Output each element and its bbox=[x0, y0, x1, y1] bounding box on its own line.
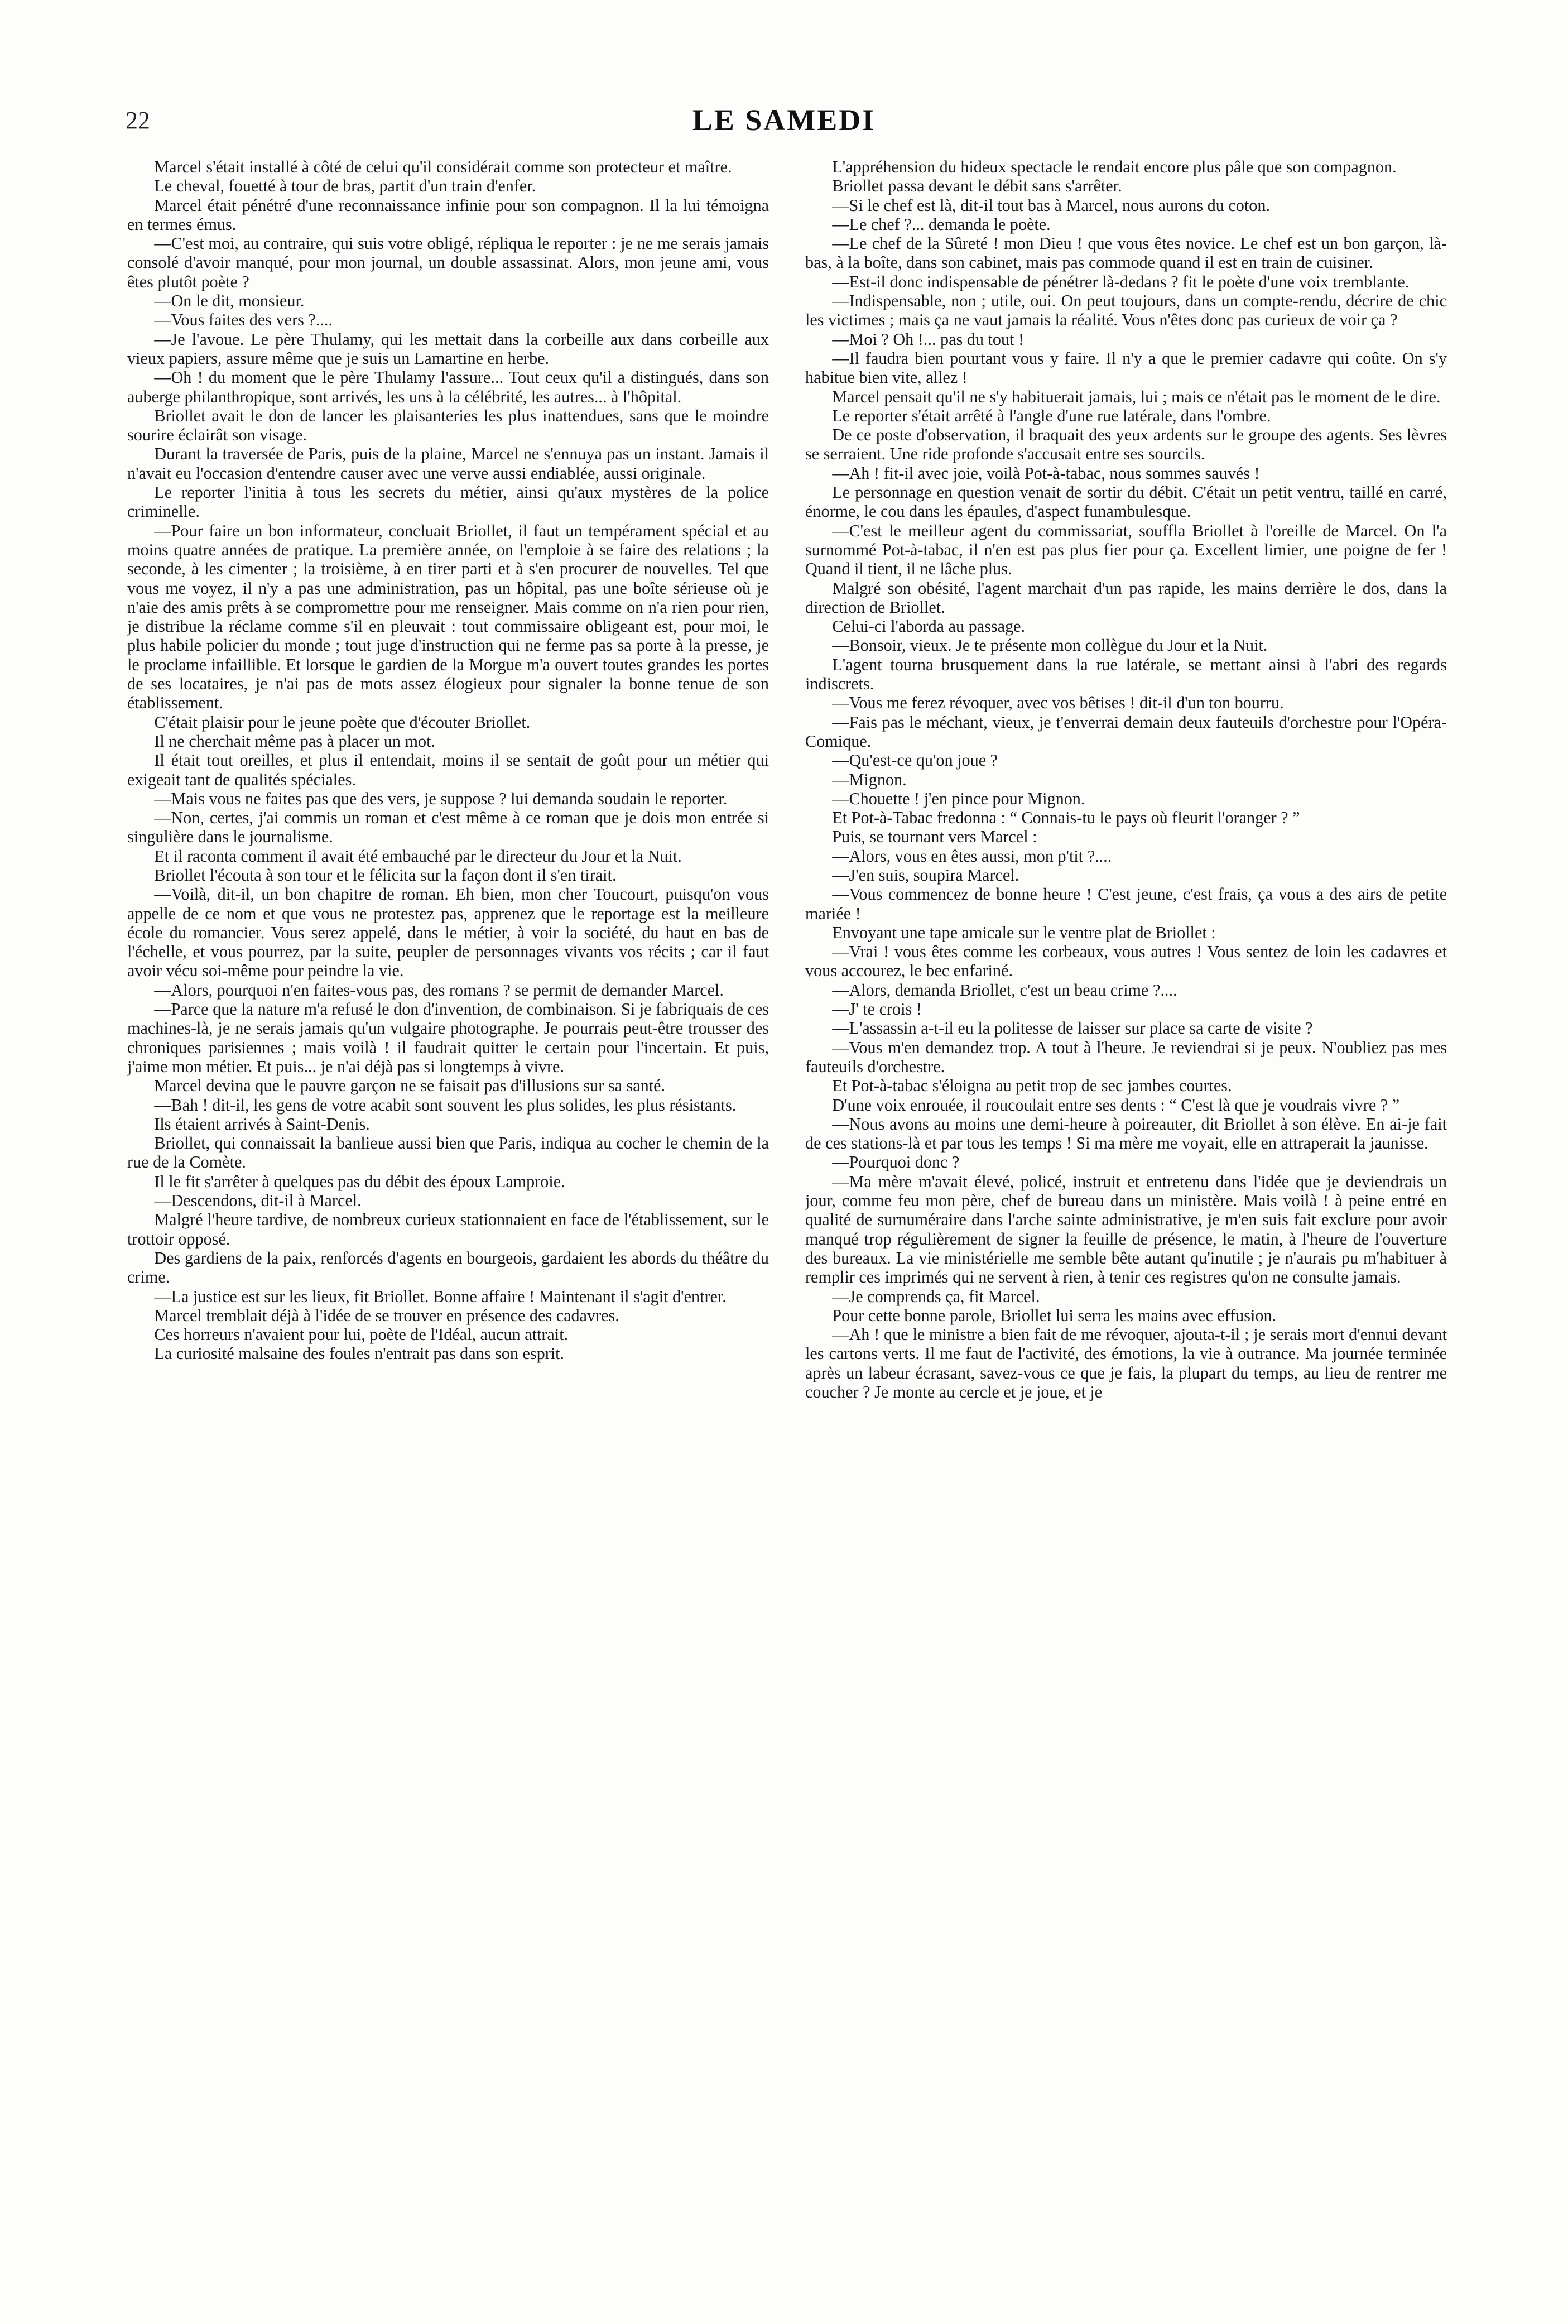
paragraph: Briollet passa devant le débit sans s'arrêter. bbox=[832, 176, 1122, 196]
page-number: 22 bbox=[126, 107, 150, 134]
paragraph: —Vous me ferez révoquer, avec vos bêtises ! dit-il d'un ton bourru. bbox=[832, 693, 1284, 713]
paragraph: —Fais pas le méchant, vieux, je t'enverrai demain deux fauteuils d'orchestre pour l'Opéra-Comique. bbox=[805, 712, 1447, 751]
paragraph: Durant la traversée de Paris, puis de la plaine, Marcel ne s'ennuya pas un instant. Jamais il n'avait eu l'occasion d'entendre causer avec une verve aussi endiablée, aussi originale. bbox=[127, 444, 769, 483]
paragraph: —Il faudra bien pourtant vous y faire. Il n'y a que le premier cadavre qui coûte. On s'y habitue bien vite, allez ! bbox=[805, 348, 1447, 387]
paragraph: —Nous avons au moins une demi-heure à poireauter, dit Briollet à son élève. En ai-je fait de ces stations-là et par tous les temps ! Si ma mère me voyait, elle en attraperait la jaunisse. bbox=[805, 1114, 1447, 1153]
paragraph: Le cheval, fouetté à tour de bras, partit d'un train d'enfer. bbox=[154, 176, 536, 196]
paragraph: Malgré son obésité, l'agent marchait d'un pas rapide, les mains derrière le dos, dans la direction de Briollet. bbox=[805, 578, 1447, 617]
paragraph: Celui-ci l'aborda au passage. bbox=[832, 617, 1026, 636]
paragraph: —Mignon. bbox=[832, 770, 907, 789]
paragraph: —Pour faire un bon informateur, concluait Briollet, il faut un tempérament spécial et au moins quatre années de pratique. La première année, on l'emploie à se faire des relations ; la seconde, à les cimenter ; la troisième, à en tirer parti et à s'en procurer de nouvelles. Tel que vous me voyez, il n'y a pas une administration, pas un hôpital, pas une boîte sérieuse où je n'aie des amis prêts à se compromettre pour me renseigner. Mais comme on n'a rien pour rien, je distribue la réclame comme s'il en pleuvait : tout commissaire obligeant est, pour moi, le plus habile policier du monde ; tout juge d'instruction qui ne ferme pas sa porte à la presse, je le proclame infaillible. Et lorsque le gardien de la Morgue m'a ouvert toutes grandes les portes de ses locataires, je n'ai pas de mots assez élogieux pour signaler la bonne tenue de son établissement. bbox=[127, 521, 769, 713]
paragraph: Le reporter s'était arrêté à l'angle d'une rue latérale, dans l'ombre. bbox=[832, 406, 1271, 425]
paragraph: —C'est moi, au contraire, qui suis votre obligé, répliqua le reporter : je ne me serais jamais consolé d'avoir manqué, pour mon journal, un double assassinat. Alors, mon jeune ami, vous êtes plutôt poète ? bbox=[127, 234, 769, 291]
paragraph: —Bonsoir, vieux. Je te présente mon collègue du Jour et la Nuit. bbox=[832, 636, 1268, 655]
paragraph: Et Pot-à-Tabac fredonna : “ Connais-tu le pays où fleurit l'oranger ? ” bbox=[832, 808, 1300, 828]
paragraph: Il ne cherchait même pas à placer un mot. bbox=[154, 731, 436, 751]
paragraph: Briollet avait le don de lancer les plaisanteries les plus inattendues, sans que le moindre sourire éclairât son visage. bbox=[127, 406, 769, 445]
paragraph: —On le dit, monsieur. bbox=[154, 291, 305, 311]
paragraph: —Le chef ?... demanda le poète. bbox=[832, 214, 1051, 234]
page-header bbox=[126, 103, 1442, 151]
paragraph: —Le chef de la Sûreté ! mon Dieu ! que vous êtes novice. Le chef est un bon garçon, là-bas, à la boîte, dans son cabinet, mais pas commode quand il est en train de cuisiner. bbox=[805, 234, 1447, 272]
paragraph: —Chouette ! j'en pince pour Mignon. bbox=[832, 789, 1085, 808]
paragraph: Envoyant une tape amicale sur le ventre plat de Briollet : bbox=[832, 923, 1216, 942]
paragraph: —Je l'avoue. Le père Thulamy, qui les mettait dans la corbeille aux dans corbeille aux vieux papiers, assure même que je suis un Lamartine en herbe. bbox=[127, 329, 769, 368]
paragraph: —Ma mère m'avait élevé, policé, instruit et entretenu dans l'idée que je deviendrais un jour, comme feu mon père, chef de bureau dans un ministère. Mais voilà ! à peine entré en qualité de surnuméraire dans l'arche sainte administrative, je m'en suis fait exclure pour avoir manqué trop régulièrement de signer la feuille de présence, le matin, à l'heure de l'ouverture des bureaux. La vie ministérielle me semble bête autant qu'inutile ; je n'aurais pu m'habituer à remplir ces imprimés qui ne servent à rien, à tenir ces registres qu'on ne consulte jamais. bbox=[805, 1171, 1447, 1287]
paragraph: —Si le chef est là, dit-il tout bas à Marcel, nous aurons du coton. bbox=[832, 195, 1271, 215]
paragraph: —Vous faites des vers ?.... bbox=[154, 310, 333, 330]
right-column bbox=[805, 157, 1447, 2312]
paragraph: Marcel devina que le pauvre garçon ne se faisait pas d'illusions sur sa santé. bbox=[154, 1076, 666, 1096]
paragraph: Ces horreurs n'avaient pour lui, poète de l'Idéal, aucun attrait. bbox=[154, 1325, 569, 1345]
paragraph: —Bah ! dit-il, les gens de votre acabit sont souvent les plus solides, les plus résistants. bbox=[154, 1095, 737, 1115]
paragraph: Malgré l'heure tardive, de nombreux curieux stationnaient en face de l'établissement, sur le trottoir opposé. bbox=[127, 1210, 769, 1249]
paragraph: De ce poste d'observation, il braquait des yeux ardents sur le groupe des agents. Ses lèvres se serraient. Une ride profonde s'accusait entre ses sourcils. bbox=[805, 425, 1447, 464]
paragraph: Il était tout oreilles, et plus il entendait, moins il se sentait de goût pour un métier qui exigeait tant de qualités spéciales. bbox=[127, 751, 769, 789]
paragraph: —Parce que la nature m'a refusé le don d'invention, de combinaison. Si je fabriquais de ces machines-là, je ne serais jamais qu'un vulgaire photographe. Je pourrais peut-être trousser des chroniques parisiennes ; mais voilà ! il faudrait quitter le certain pour l'incertain. Et puis, j'aime mon métier. Et puis... je n'ai déjà pas si longtemps à vivre. bbox=[127, 1000, 769, 1076]
paragraph: Ils étaient arrivés à Saint-Denis. bbox=[154, 1114, 370, 1134]
paragraph: —J' te crois ! bbox=[832, 1000, 922, 1019]
paragraph: Puis, se tournant vers Marcel : bbox=[832, 827, 1037, 847]
paragraph: Et Pot-à-tabac s'éloigna au petit trop de sec jambes courtes. bbox=[832, 1076, 1232, 1096]
paragraph: —La justice est sur les lieux, fit Briollet. Bonne affaire ! Maintenant il s'agit d'entrer. bbox=[154, 1286, 727, 1306]
paragraph: —L'assassin a-t-il eu la politesse de laisser sur place sa carte de visite ? bbox=[832, 1019, 1313, 1038]
paragraph: —Vous commencez de bonne heure ! C'est jeune, c'est frais, ça vous a des airs de petite mariée ! bbox=[805, 885, 1447, 923]
paragraph: —Est-il donc indispensable de pénétrer là-dedans ? fit le poète d'une voix tremblante. bbox=[832, 272, 1410, 291]
paragraph: —Indispensable, non ; utile, oui. On peut toujours, dans un compte-rendu, décrire de chic les victimes ; mais ça ne vaut jamais la réalité. Vous n'êtes donc pas curieux de voir ça ? bbox=[805, 291, 1447, 330]
paragraph: —C'est le meilleur agent du commissariat, souffla Briollet à l'oreille de Marcel. On l'a surnommé Pot-à-tabac, il n'en est pas plus fier pour ça. Excellent limier, une poigne de fer ! Quand il tient, il ne lâche plus. bbox=[805, 521, 1447, 579]
paragraph: C'était plaisir pour le jeune poète que d'écouter Briollet. bbox=[154, 712, 531, 732]
paragraph: —Oh ! du moment que le père Thulamy l'assure... Tout ceux qu'il a distingués, dans son auberge philanthropique, sont arrivés, les uns à la célébrité, les autres... à l'hôpital. bbox=[127, 368, 769, 406]
paragraph: Marcel s'était installé à côté de celui qu'il considérait comme son protecteur et maître. bbox=[154, 157, 732, 176]
paragraph: Il le fit s'arrêter à quelques pas du débit des époux Lamproie. bbox=[154, 1171, 565, 1191]
journal-title: LE SAMEDI bbox=[692, 103, 876, 137]
paragraph: —Voilà, dit-il, un bon chapitre de roman. Eh bien, mon cher Toucourt, puisqu'on vous appelle de ce nom et que vous ne protestez pas, apprenez que le reportage est la meilleure école du romancier. Vous serez appelé, dans le métier, à voir la société, du haut en bas de l'échelle, et vous pourrez, par la suite, peupler de personnages vivants vos récits ; car il faut avoir vécu soi-même pour peindre la vie. bbox=[127, 885, 769, 981]
paragraph: Pour cette bonne parole, Briollet lui serra les mains avec effusion. bbox=[832, 1305, 1277, 1325]
paragraph: —Pourquoi donc ? bbox=[832, 1153, 960, 1172]
paragraph: —Alors, pourquoi n'en faites-vous pas, des romans ? se permit de demander Marcel. bbox=[154, 980, 724, 1000]
left-column bbox=[127, 157, 769, 2312]
paragraph: L'agent tourna brusquement dans la rue latérale, se mettant ainsi à l'abri des regards indiscrets. bbox=[805, 655, 1447, 694]
paragraph: Et il raconta comment il avait été embauché par le directeur du Jour et la Nuit. bbox=[154, 846, 682, 866]
paragraph: —Moi ? Oh !... pas du tout ! bbox=[832, 329, 1025, 349]
paragraph: Briollet, qui connaissait la banlieue aussi bien que Paris, indiqua au cocher le chemin de la rue de la Comète. bbox=[127, 1134, 769, 1172]
paragraph: Marcel pensait qu'il ne s'y habituerait jamais, lui ; mais ce n'était pas le moment de le dire. bbox=[832, 387, 1441, 406]
paragraph: —Qu'est-ce qu'on joue ? bbox=[832, 751, 998, 770]
paragraph: L'appréhension du hideux spectacle le rendait encore plus pâle que son compagnon. bbox=[832, 157, 1397, 176]
paragraph: La curiosité malsaine des foules n'entrait pas dans son esprit. bbox=[154, 1344, 565, 1363]
paragraph: Briollet l'écouta à son tour et le félicita sur la façon dont il s'en tirait. bbox=[154, 865, 617, 885]
paragraph: —Alors, vous en êtes aussi, mon p'tit ?.... bbox=[832, 846, 1112, 866]
paragraph: —Je comprends ça, fit Marcel. bbox=[832, 1286, 1040, 1306]
paragraph: —Vous m'en demandez trop. A tout à l'heure. Je reviendrai si je peux. N'oubliez pas mes fauteuils d'orchestre. bbox=[805, 1038, 1447, 1076]
paragraph: D'une voix enrouée, il roucoulait entre ses dents : “ C'est là que je voudrais vivre ? ” bbox=[832, 1095, 1400, 1115]
paragraph: —Ah ! que le ministre a bien fait de me révoquer, ajouta-t-il ; je serais mort d'ennui devant les cartons verts. Il me faut de l'activité, des émotions, la vie à outrance. Ma journée terminée après un labeur écrasant, savez-vous ce que je fais, la plupart du temps, au lieu de rentrer me coucher ? Je monte au cercle et je joue, et je bbox=[805, 1325, 1447, 1401]
paragraph: Le personnage en question venait de sortir du débit. C'était un petit ventru, taillé en carré, énorme, le cou dans les épaules, d'aspect funambulesque. bbox=[805, 483, 1447, 521]
paragraph: —Descendons, dit-il à Marcel. bbox=[154, 1191, 362, 1211]
paragraph: —Mais vous ne faites pas que des vers, je suppose ? lui demanda soudain le reporter. bbox=[154, 789, 728, 808]
paragraph: Marcel était pénétré d'une reconnaissance infinie pour son compagnon. Il la lui témoigna en termes émus. bbox=[127, 195, 769, 234]
paragraph: —J'en suis, soupira Marcel. bbox=[832, 865, 1019, 885]
paragraph: Le reporter l'initia à tous les secrets du métier, ainsi qu'aux mystères de la police criminelle. bbox=[127, 483, 769, 521]
paragraph: —Vrai ! vous êtes comme les corbeaux, vous autres ! Vous sentez de loin les cadavres et vous accourez, le bec enfariné. bbox=[805, 942, 1447, 981]
paragraph: Marcel tremblait déjà à l'idée de se trouver en présence des cadavres. bbox=[154, 1305, 619, 1325]
paragraph: Des gardiens de la paix, renforcés d'agents en bourgeois, gardaient les abords du théâtre du crime. bbox=[127, 1248, 769, 1287]
paragraph: —Ah ! fit-il avec joie, voilà Pot-à-tabac, nous sommes sauvés ! bbox=[832, 463, 1260, 483]
paragraph: —Alors, demanda Briollet, c'est un beau crime ?.... bbox=[832, 980, 1177, 1000]
paragraph: —Non, certes, j'ai commis un roman et c'est même à ce roman que je dois mon entrée si singulière dans le journalisme. bbox=[127, 808, 769, 847]
